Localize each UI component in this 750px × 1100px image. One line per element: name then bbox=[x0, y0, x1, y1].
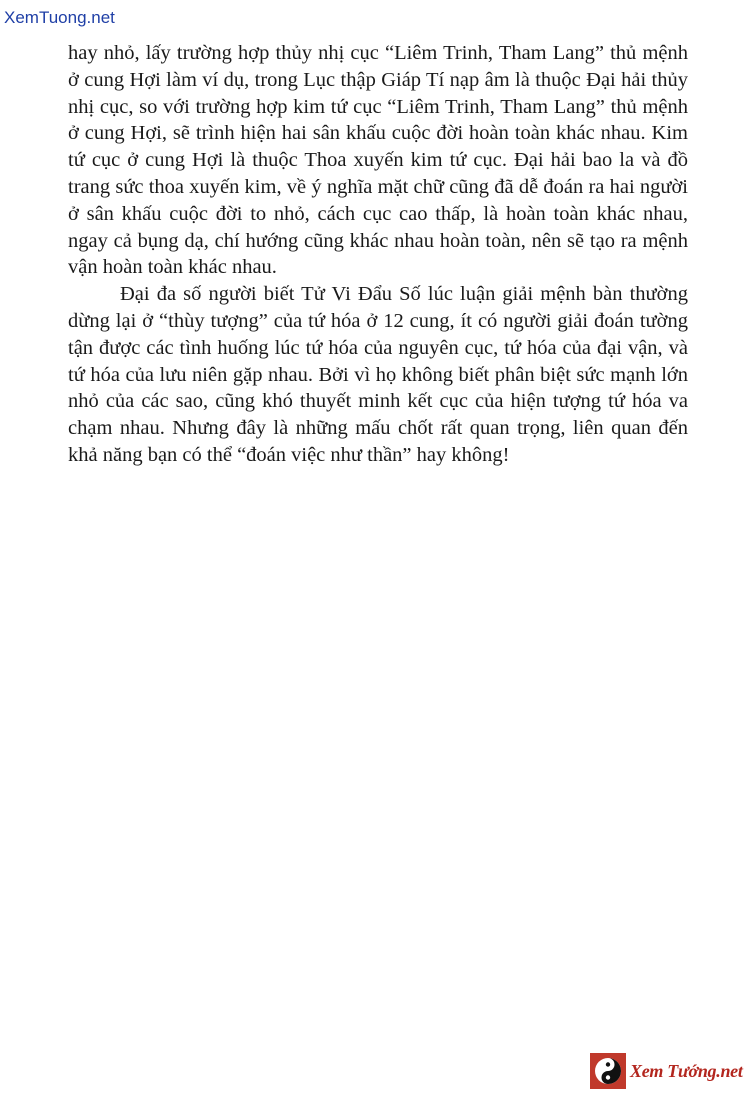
site-logo[interactable] bbox=[590, 1053, 743, 1089]
paragraph-2: Đại đa số người biết Tử Vi Đẩu Số lúc luận giải mệnh bàn thường dừng lại ở “thùy tượng” của tứ hóa ở 12 cung, ít có người giải đoán tường tận được các tình huống lúc tứ hóa của nguyên cục, tứ hóa của đại vận, và tứ hóa của lưu niên gặp nhau. Bởi vì họ không biết phân biệt sức mạnh lớn nhỏ của các sao, cũng khó thuyết minh kết cục của hiện tượng tứ hóa va chạm nhau. Nhưng đây là những mấu chốt rất quan trọng, liên quan đến khả năng bạn có thể “đoán việc như thần” hay không! bbox=[68, 283, 688, 466]
paragraph-1: hay nhỏ, lấy trường hợp thủy nhị cục “Liêm Trinh, Tham Lang” thủ mệnh ở cung Hợi làm ví dụ, trong Lục thập Giáp Tí nạp âm là thuộc Đại hải thủy nhị cục, so với trường hợp kim tứ cục “Liêm Trinh, Tham Lang” thủ mệnh ở cung Hợi, sẽ trình hiện hai sân khấu cuộc đời hoàn toàn khác nhau. Kim tứ cục ở cung Hợi là thuộc Thoa xuyến kim tứ cục. Đại hải bao la và đồ trang sức thoa xuyến kim, về ý nghĩa mặt chữ cũng đã dễ đoán ra hai người ở sân khấu cuộc đời to nhỏ, cách cục cao thấp, là hoàn toàn khác nhau, ngay cả bụng dạ, chí hướng cũng khác nhau hoàn toàn, nên sẽ tạo ra mệnh vận hoàn toàn khác nhau. bbox=[68, 42, 688, 279]
logo-text: Xem Tướng.net bbox=[630, 1060, 743, 1081]
page-body bbox=[68, 40, 688, 469]
site-watermark-link[interactable]: XemTuong.net bbox=[4, 8, 115, 27]
yin-yang-icon bbox=[590, 1053, 626, 1089]
